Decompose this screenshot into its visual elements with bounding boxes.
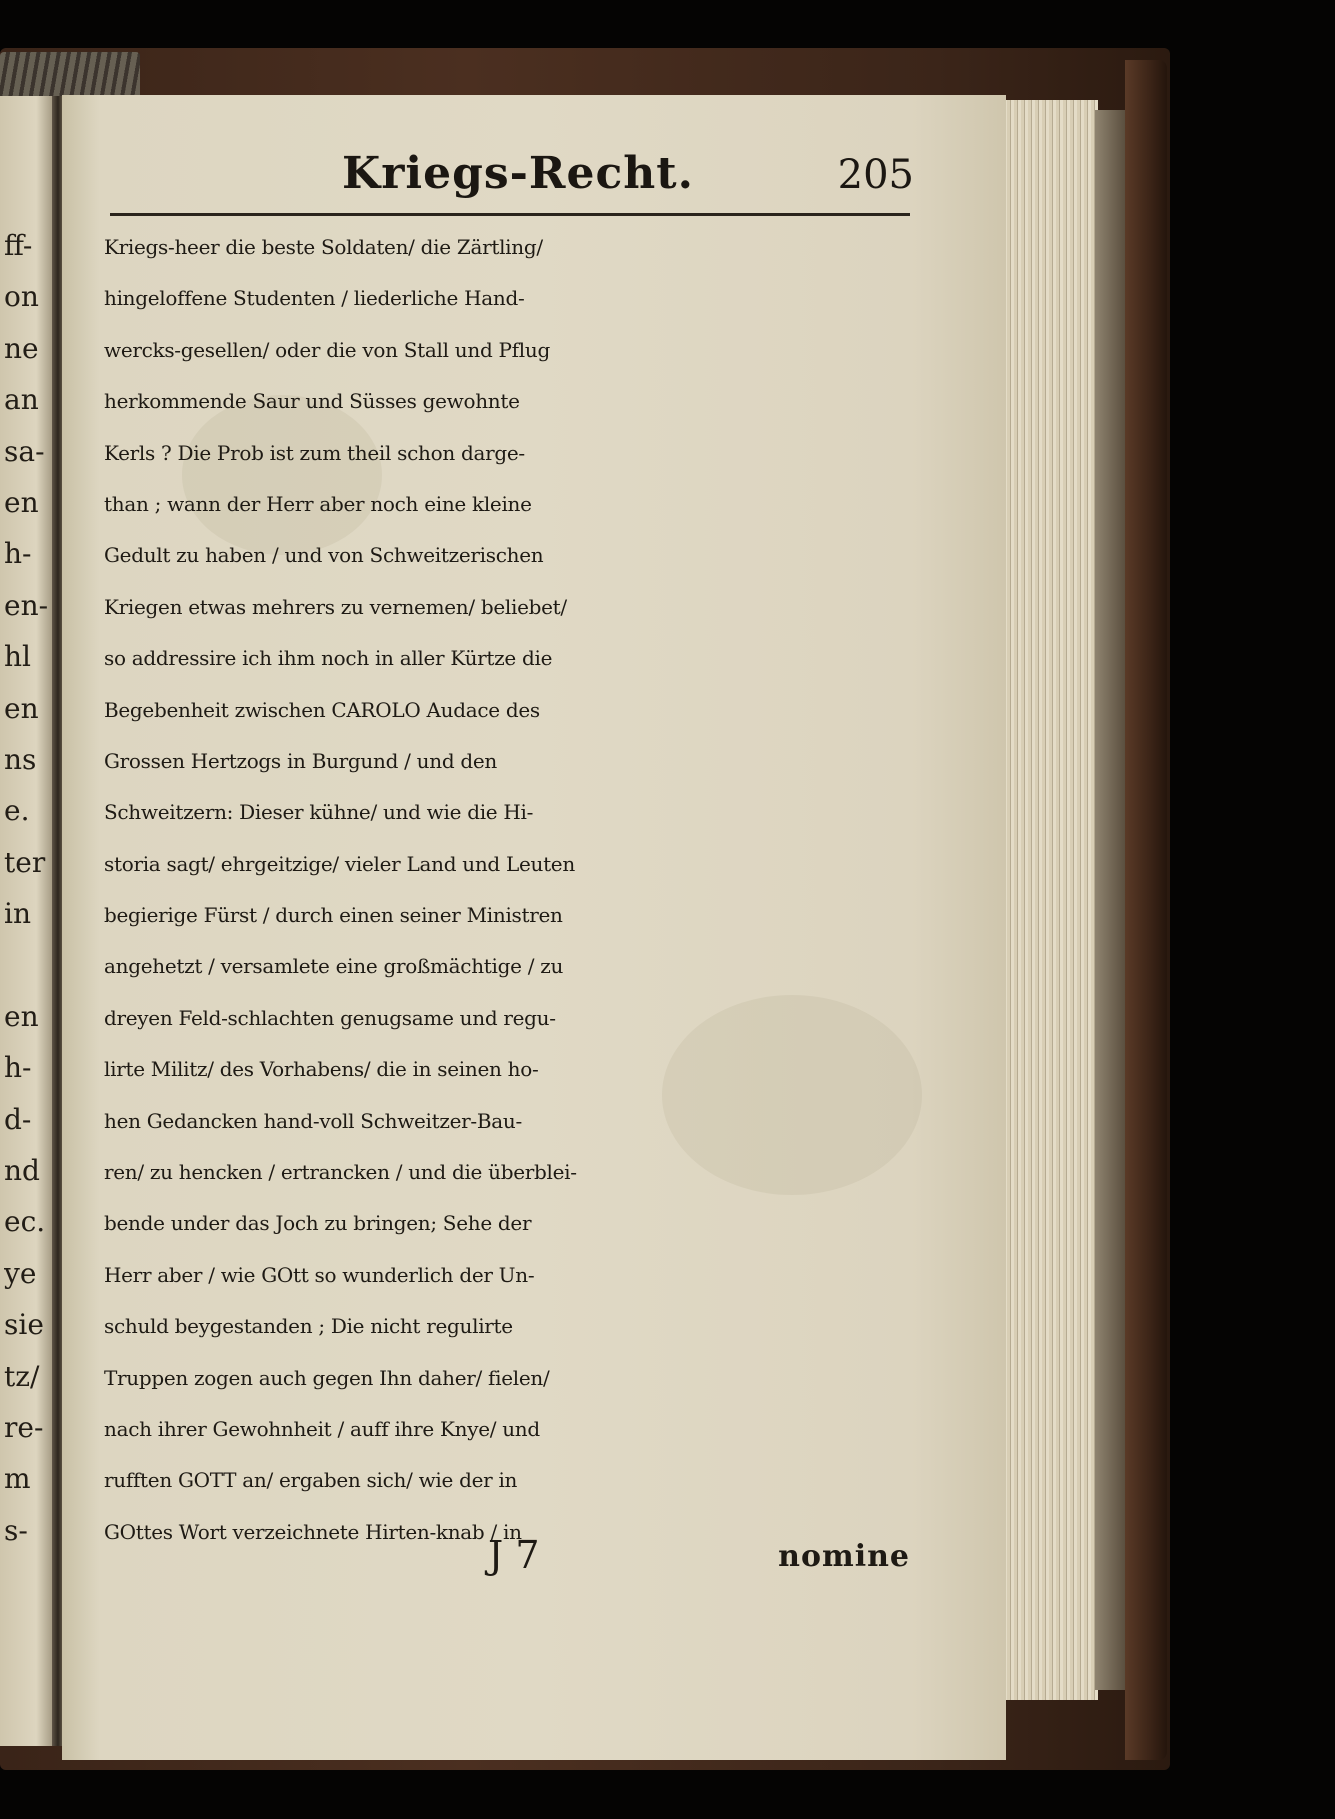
left-page-fragment: sie: [4, 1308, 44, 1342]
left-page-fragment: en: [4, 999, 39, 1033]
left-page-fragment: s-: [4, 1513, 28, 1547]
page-edge-shadow: [1095, 110, 1125, 1690]
text-line: Gedult zu haben / und von Schweitzerischen: [104, 543, 544, 568]
text-line: schuld beygestanden ; Die nicht regulirte: [104, 1314, 513, 1339]
text-line: Kerls ? Die Prob ist zum theil schon darge-: [104, 440, 525, 465]
left-page-fragment: ter: [4, 845, 46, 879]
text-line: begierige Fürst / durch einen seiner Ministren: [104, 903, 563, 928]
text-line: Kriegen etwas mehrers zu vernemen/ beliebet/: [104, 594, 567, 619]
text-line: nach ihrer Gewohnheit / auff ihre Knye/ und: [104, 1416, 540, 1441]
left-page-fragment: ye: [4, 1256, 37, 1290]
left-page-fragment: an: [4, 383, 39, 417]
left-page-fragment: on: [4, 280, 39, 314]
text-line: GOttes Wort verzeichnete Hirten-knab / in: [104, 1519, 522, 1544]
left-page-fragment: en: [4, 485, 39, 519]
left-page-fragment: in: [4, 897, 31, 931]
text-line: bende under das Joch zu bringen; Sehe der: [104, 1211, 532, 1236]
page-number: 205: [837, 152, 914, 198]
text-line: Grossen Hertzogs in Burgund / und den: [104, 748, 497, 773]
text-line: lirte Militz/ des Vorhabens/ die in seinen ho-: [104, 1057, 539, 1082]
left-page-fragment: en: [4, 691, 39, 725]
left-page-fragment: m: [4, 1462, 31, 1496]
left-page-fragment: sa-: [4, 434, 45, 468]
left-page-fragment: h-: [4, 537, 32, 571]
left-page-fragment: ne: [4, 331, 39, 365]
header-rule: [110, 213, 910, 216]
text-line: dreyen Feld-schlachten genugsame und regu-: [104, 1005, 556, 1030]
left-page-fragment: ec.: [4, 1205, 46, 1239]
left-page-fragment: hl: [4, 640, 31, 674]
text-line: Begebenheit zwischen CAROLO Audace des: [104, 697, 540, 722]
left-page-fragments: [4, 220, 48, 1556]
cover-edge: [1125, 60, 1167, 1760]
text-line: ren/ zu hencken / ertrancken / und die überblei-: [104, 1160, 577, 1185]
left-page-fragment: ff-: [4, 229, 33, 262]
text-line: Truppen zogen auch gegen Ihn daher/ fielen/: [104, 1365, 550, 1390]
left-page-fragment: e.: [4, 794, 30, 828]
running-head: Kriegs-Recht.: [342, 148, 694, 199]
text-line: so addressire ich ihm noch in aller Kürtze die: [104, 646, 553, 671]
left-page-fragment: re-: [4, 1410, 44, 1444]
body-text: [104, 222, 924, 1558]
page-footer: [488, 1533, 918, 1593]
left-page-fragment: en-: [4, 588, 48, 622]
text-line: wercks-gesellen/ oder die von Stall und Pflug: [104, 337, 550, 362]
text-line: rufften GOTT an/ ergaben sich/ wie der in: [104, 1468, 518, 1493]
page-edges: [1000, 100, 1098, 1700]
text-line: Herr aber / wie GOtt so wunderlich der Un-: [104, 1262, 535, 1287]
left-page-fragment: nd: [4, 1154, 40, 1188]
left-page-fragment: tz/: [4, 1359, 40, 1393]
text-line: hingeloffene Studenten / liederliche Hand-: [104, 286, 525, 311]
text-line: Schweitzern: Dieser kühne/ und wie die Hi-: [104, 800, 534, 825]
text-line: hen Gedancken hand-voll Schweitzer-Bau-: [104, 1108, 522, 1133]
catchword: nomine: [778, 1539, 910, 1574]
left-page-fragment: ns: [4, 742, 37, 776]
text-line: Kriegs-heer die beste Soldaten/ die Zärtling/: [104, 235, 543, 259]
text-line: angehetzt / versamlete eine großmächtige / zu: [104, 954, 564, 979]
signature-mark: J 7: [488, 1533, 540, 1577]
left-page-fragment: [4, 939, 48, 990]
left-page-fragment: h-: [4, 1051, 32, 1085]
page-header: [110, 148, 922, 210]
text-line: storia sagt/ ehrgeitzige/ vieler Land und Leuten: [104, 851, 575, 876]
text-line: than ; wann der Herr aber noch eine kleine: [104, 491, 532, 516]
left-page-fragment: d-: [4, 1102, 32, 1136]
text-line: herkommende Saur und Süsses gewohnte: [104, 389, 520, 414]
